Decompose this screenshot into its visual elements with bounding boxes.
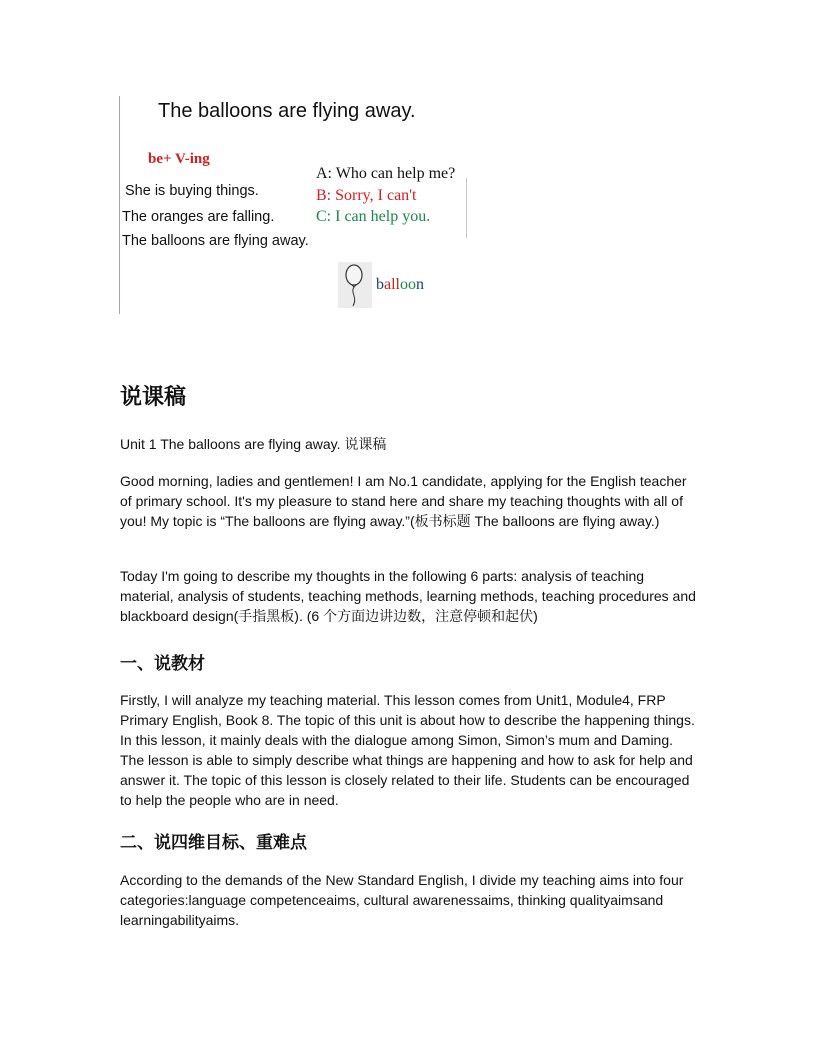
document-title: 说课稿 (120, 385, 187, 410)
example-sentence-2: The oranges are falling. (122, 209, 275, 225)
balloon-word-part-4: n (416, 276, 424, 293)
section-1-paragraph: Firstly, I will analyze my teaching material. This lesson comes from Unit1, Module4, FRP Primary English, Book 8. The topic of this unit is about how to describe the happening things. In this lesson, it mainly deals with the dialogue among Simon, Simon’s mum and Daming. The lesson is able to simply describe what things are happening and how to ask for help and answer it. The topic of this lesson is closely related to their life. Students can be encouraged to help the people who are in need. (120, 692, 695, 808)
balloon-word-part-1: b (376, 276, 384, 293)
grammar-rule: be+ V-ing (148, 151, 210, 167)
balloon-word-part-2: all (384, 276, 400, 293)
section-2-heading: 二、说四维目标、重难点 (120, 833, 307, 853)
balloon-icon (338, 262, 372, 308)
dialogue-line-b: B: Sorry, I can't (316, 187, 417, 204)
example-sentence-1: She is buying things. (125, 183, 259, 199)
balloon-word (376, 276, 424, 294)
document-subtitle: Unit 1 The balloons are flying away. 说课稿 (120, 436, 387, 452)
outline-paragraph: Today I'm going to describe my thoughts in the following 6 parts: analysis of teaching material, analysis of students, teaching methods, learning methods, teaching procedures and blackboard design(手指黑板). (6 个方面边讲边数，注意停顿和起伏) (120, 568, 696, 624)
balloon-word-part-3: oo (400, 276, 416, 293)
dialogue-line-a: A: Who can help me? (316, 165, 456, 182)
section-2-paragraph: According to the demands of the New Standard English, I divide my teaching aims into four categories:language competenceaims, cultural awarenessaims, thinking qualityaimsand learningabilityaims. (120, 872, 684, 928)
intro-paragraph: Good morning, ladies and gentlemen! I am No.1 candidate, applying for the English teacher of primary school. It's my pleasure to stand here and share my teaching thoughts with all of you! My topic is “The balloons are flying away.”(板书标题 The balloons are flying away.) (120, 473, 687, 529)
section-1-heading: 一、说教材 (120, 654, 205, 674)
blackboard-design (119, 96, 470, 314)
board-title: The balloons are flying away. (158, 100, 416, 122)
dialogue-border (466, 178, 467, 238)
example-sentence-3: The balloons are flying away. (122, 233, 309, 249)
dialogue-line-c: C: I can help you. (316, 208, 431, 225)
